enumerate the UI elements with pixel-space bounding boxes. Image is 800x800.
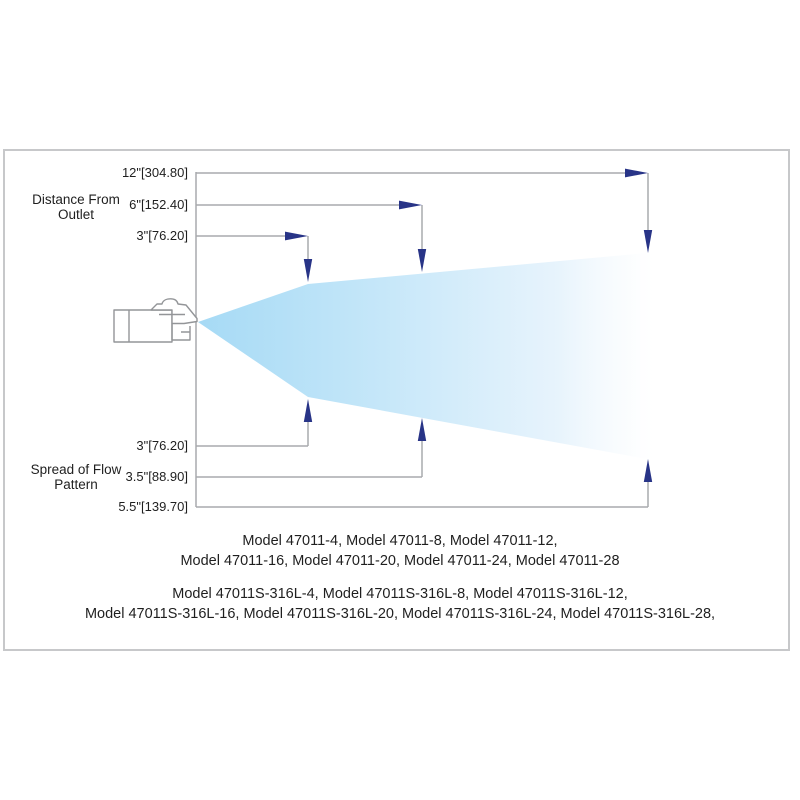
- nozzle-lower-step: [172, 324, 190, 341]
- model-list-group2-line2: Model 47011S-316L-16, Model 47011S-316L-20, Model 47011S-316L-24, Model 47011S-316L-28,: [84, 606, 716, 622]
- spread-label-5-5in: 5.5"[139.70]: [118, 499, 188, 514]
- distance-from-outlet-label: Distance From Outlet: [32, 192, 120, 222]
- dim-label-3in: 3"[76.20]: [136, 228, 188, 243]
- arrow-right-12-icon: [625, 169, 648, 178]
- dim-label-12in: 12"[304.80]: [121, 165, 188, 180]
- nozzle-drawing: [114, 299, 197, 342]
- arrow-right-3-icon: [285, 232, 308, 241]
- arrow-down-3-icon: [304, 259, 312, 282]
- flow-pattern-wedge: [198, 252, 658, 461]
- arrow-right-6-icon: [399, 201, 422, 210]
- arrow-up-3-icon: [304, 399, 312, 422]
- model-list-group1-line1: Model 47011-4, Model 47011-8, Model 47011-12,: [242, 533, 558, 549]
- arrow-down-12-icon: [644, 230, 652, 253]
- arrow-up-55-icon: [644, 459, 652, 482]
- spread-label-3in: 3"[76.20]: [136, 438, 188, 453]
- arrow-up-35-icon: [418, 418, 426, 441]
- arrow-down-6-icon: [418, 249, 426, 272]
- spread-of-flow-pattern-label: Spread of Flow Pattern: [30, 462, 122, 492]
- model-list-group2-line1: Model 47011S-316L-4, Model 47011S-316L-8, Model 47011S-316L-12,: [172, 586, 628, 602]
- model-list-group1-line2: Model 47011-16, Model 47011-20, Model 47011-24, Model 47011-28: [180, 553, 620, 569]
- spread-label-3-5in: 3.5"[88.90]: [125, 469, 188, 484]
- dim-label-6in: 6"[152.40]: [129, 197, 188, 212]
